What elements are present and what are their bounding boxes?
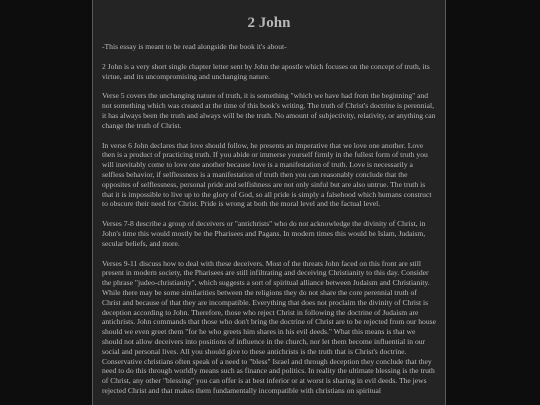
essay-container: [92, 0, 446, 405]
paragraph-overview: 2 John is a very short single chapter letter sent by John the apostle which focuses on the concept of truth, its virtue, and its uncompromising and unchanging nature.: [102, 61, 430, 81]
paragraph-verse-5: Verse 5 covers the unchanging nature of truth, it is something "which we have had from the beginning" and not something which was created at the time of this book's writing. The truth of Christ's doctrine is perennial, it has always been the truth and always will be the truth. No amount of subjectivity, relativity, or anything can change the truth of Christ.: [102, 91, 436, 130]
page-title: 2 John: [247, 15, 291, 31]
intro-note: -This essay is meant to be read alongside the book it's about-: [102, 42, 287, 51]
paragraph-verses-9-11: Verses 9-11 discuss how to deal with these deceivers. Most of the threats John faced on this front are still present in modern society, the Pharisees are still infiltrating and deceiving Christianity to this day. Consider the phrase "judeo-christianity", which suggests a sort of spiritual alliance between Judaism and Christianity. While there may be some similarities between the religions they do not share the core perennial truth of Christ and because of that they are incompatible. Everything that does not proclaim the divinity of Christ is deception according to John. Therefore, those who reject Christ in following the doctrine of Judaism are antichrists. John commands that those who don't bring the doctrine of Christ are to be rejected from our house should we even greet them "for he who greets him shares in his evil deeds." What this means is that we should not allow deceivers into positions of influence in the church, nor let them become influential in our social and personal lives. All you should give to these antichrists is the truth that is Christ's doctrine. Conservative christians often speak of a need to "bless" Israel and through deception they conclude that they need to do this through worldly means such as finance and politics. In reality the ultimate blessing is the truth of Christ, any other "blessing" you can offer is at best inferior or at worst is sharing in evil deeds. The jews rejected Christ and that makes them fundamentally incompatible with christians on spiritual: [102, 258, 436, 395]
paragraph-verse-6: In verse 6 John declares that love should follow, he presents an imperative that we love one another. Love then is a product of practicing truth. If you abide or immerse yourself firmly in the fullest form of truth you will inevitably come to love one another because love is a manifestation of truth. Love is necessarily a selfless behavior, if selflessness is a manifestation of truth then you can reasonably conclude that the opposites of selflessness, personal pride and selfishness are not only sinful but are also untrue. The truth is that it is impossible to live up to the glory of God, so all pride is simply a falsehood which humans construct to obscure their need for Christ. Pride is wrong at both the moral level and the factual level.: [102, 140, 432, 209]
paragraph-verses-7-8: Verses 7-8 describe a group of deceivers or "antichrists" who do not acknowledge the divinity of Christ, in John's time this would mostly be the Pharisees and Pagans. In modern times this would be Islam, Judaism, secular beliefs, and more.: [102, 219, 426, 248]
essay-content: [93, 0, 445, 396]
